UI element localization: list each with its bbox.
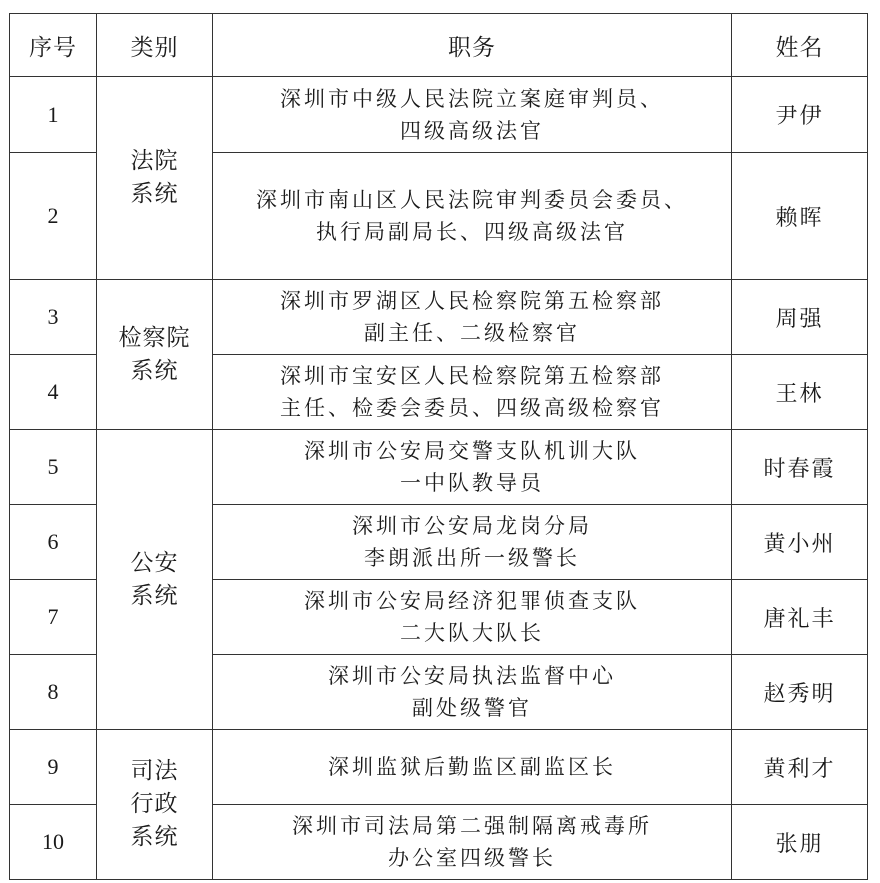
- category-line: 系统: [130, 181, 179, 207]
- position-line: 副处级警官: [412, 696, 532, 720]
- position-line: 深圳市中级人民法院立案庭审判员、: [280, 86, 664, 111]
- category-line: 系统: [130, 582, 179, 609]
- row-number: 9: [10, 730, 97, 805]
- position-line: 深圳市公安局经济犯罪侦查支队: [304, 589, 640, 613]
- category-line: 司法: [130, 758, 179, 784]
- table-row: [10, 280, 868, 355]
- name-cell: 黄小州: [732, 505, 868, 580]
- position-line: 执行局副局长、四级高级法官: [316, 220, 628, 244]
- header-category: 类别: [97, 14, 213, 77]
- category-court: [97, 77, 213, 280]
- row-number: 6: [10, 505, 97, 580]
- position-line: 副主任、二级检察官: [364, 321, 580, 345]
- name-cell: 黄利才: [732, 730, 868, 805]
- header-position: 职务: [213, 14, 732, 77]
- personnel-table: [9, 13, 868, 880]
- name-cell: 张朋: [732, 805, 868, 880]
- table-row: [10, 430, 868, 505]
- row-number: 8: [10, 655, 97, 730]
- position-cell: [213, 153, 732, 280]
- header-row: [10, 14, 868, 77]
- position-line: 深圳监狱后勤监区副监区长: [328, 755, 616, 779]
- row-number: 7: [10, 580, 97, 655]
- position-line: 主任、检委会委员、四级高级检察官: [280, 396, 664, 420]
- name-cell: 赖晖: [732, 153, 868, 280]
- name-cell: 尹伊: [732, 77, 868, 153]
- position-line: 深圳市南山区人民法院审判委员会委员、: [256, 188, 688, 212]
- row-number: 1: [10, 77, 97, 153]
- category-line: 检察院: [118, 324, 191, 351]
- row-number: 3: [10, 280, 97, 355]
- category-line: 法院: [130, 148, 179, 174]
- name-cell: 唐礼丰: [732, 580, 868, 655]
- table-row: [10, 77, 868, 153]
- position-line: 四级高级法官: [400, 118, 544, 143]
- position-line: 一中队教导员: [400, 471, 544, 495]
- category-line: 系统: [130, 357, 179, 384]
- position-cell: [213, 805, 732, 880]
- position-cell: [213, 730, 732, 805]
- name-cell: 周强: [732, 280, 868, 355]
- name-cell: 王林: [732, 355, 868, 430]
- row-number: 4: [10, 355, 97, 430]
- position-cell: [213, 355, 732, 430]
- category-line: 公安: [130, 549, 179, 576]
- position-cell: [213, 430, 732, 505]
- position-line: 办公室四级警长: [388, 846, 556, 870]
- category-public-security: [97, 430, 213, 730]
- position-cell: [213, 580, 732, 655]
- position-line: 深圳市司法局第二强制隔离戒毒所: [292, 814, 652, 838]
- position-cell: [213, 655, 732, 730]
- position-line: 深圳市公安局龙岗分局: [352, 514, 592, 538]
- position-cell: [213, 505, 732, 580]
- category-procuratorate: [97, 280, 213, 430]
- category-line: 系统: [130, 824, 179, 850]
- row-number: 10: [10, 805, 97, 880]
- position-cell: [213, 280, 732, 355]
- position-line: 李朗派出所一级警长: [364, 546, 580, 570]
- category-line: 行政: [130, 791, 179, 817]
- row-number: 2: [10, 153, 97, 280]
- header-no: 序号: [10, 14, 97, 77]
- header-name: 姓名: [732, 14, 868, 77]
- position-cell: [213, 77, 732, 153]
- position-line: 二大队大队长: [400, 621, 544, 645]
- position-line: 深圳市公安局交警支队机训大队: [304, 439, 640, 463]
- name-cell: 赵秀明: [732, 655, 868, 730]
- row-number: 5: [10, 430, 97, 505]
- category-judicial-admin: [97, 730, 213, 880]
- position-line: 深圳市宝安区人民检察院第五检察部: [280, 364, 664, 388]
- position-line: 深圳市公安局执法监督中心: [328, 664, 616, 688]
- table-row: [10, 730, 868, 805]
- name-cell: 时春霞: [732, 430, 868, 505]
- position-line: 深圳市罗湖区人民检察院第五检察部: [280, 289, 664, 313]
